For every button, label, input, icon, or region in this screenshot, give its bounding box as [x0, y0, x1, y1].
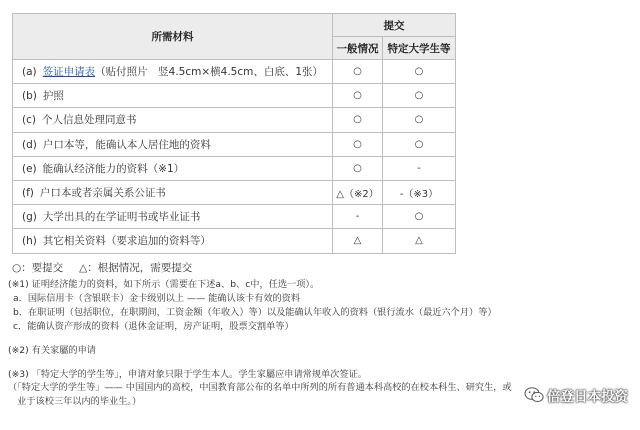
- special-mark: -（※3）: [383, 180, 456, 204]
- row-text: 能确认经济能力的资料（※1）: [42, 162, 185, 175]
- row-prefix: (f): [22, 187, 34, 200]
- note-3c: 业于该校三年以内的毕业生。）: [8, 396, 142, 408]
- general-mark: △: [333, 229, 383, 253]
- special-mark: ○: [383, 132, 456, 156]
- general-mark: △（※2）: [333, 180, 383, 204]
- special-mark: ○: [383, 108, 456, 132]
- general-mark: ○: [333, 132, 383, 156]
- table-row: [13, 229, 456, 253]
- row-text: 大学出具的在学证明书或毕业证书: [42, 211, 201, 224]
- row-text: 个人信息处理同意书: [41, 114, 137, 127]
- note-3: (※3) 「特定大学的学生等」，申请对象只限于学生本人。学生家屬应申请常规单次签证。: [8, 368, 367, 380]
- row-prefix: (e): [22, 162, 37, 175]
- header-special: 特定大学生等: [383, 37, 456, 60]
- row-text: 其它相关资料（要求追加的资料等）: [42, 235, 211, 248]
- special-mark: ○: [383, 60, 456, 84]
- table-row: [13, 180, 456, 204]
- table-row: [13, 60, 456, 84]
- table-row: [13, 205, 456, 229]
- material-cell: [13, 132, 333, 156]
- general-mark: -: [333, 205, 383, 229]
- table-row: [13, 108, 456, 132]
- note-1b: b．在职证明（包括职位，在职期间，工资金额（年收入）等）以及能确认年收入的资料（银行流水（最近六个月）等）: [13, 306, 497, 318]
- table-row: [13, 132, 456, 156]
- special-mark: △: [383, 229, 456, 253]
- material-cell: [13, 229, 333, 253]
- row-prefix: (d): [22, 138, 37, 151]
- special-mark: -: [383, 156, 456, 180]
- row-prefix: (b): [22, 90, 37, 103]
- header-submit: 提交: [333, 14, 456, 37]
- row-text: 户口本或者亲属关系公证书: [39, 187, 166, 200]
- general-mark: ○: [333, 84, 383, 108]
- note-1c: c．能确认资产形成的资料（退休金证明，房产证明，股票交割单等）: [13, 320, 294, 332]
- material-cell: [13, 60, 333, 84]
- material-cell: [13, 205, 333, 229]
- legend-required: ○：要提交: [12, 262, 64, 274]
- special-mark: ○: [383, 84, 456, 108]
- header-materials: 所需材料: [13, 14, 333, 60]
- note-3b: （「特定大学的学生等」—— 中国国内的高校，中国教育部公布的名单中所列的所有普通本科高校的在校本科生、研究生，或: [8, 382, 512, 394]
- table-row: [13, 84, 456, 108]
- wechat-icon: [524, 386, 544, 404]
- general-mark: ○: [333, 108, 383, 132]
- row-text: 护照: [42, 90, 64, 103]
- material-cell: [13, 180, 333, 204]
- row-text: 户口本等，能确认本人居住地的资料: [42, 138, 211, 151]
- visa-application-form-link[interactable]: 签证申请表: [42, 66, 96, 79]
- row-prefix: (c): [22, 114, 36, 127]
- legend: [12, 260, 192, 275]
- note-2: (※2) 有关家屬的申请: [8, 344, 96, 356]
- watermark: [524, 385, 628, 405]
- general-mark: ○: [333, 60, 383, 84]
- note-1: (※1) 证明经济能力的资料，如下所示（需要在下述a、b、c中，任选一项）。: [8, 279, 320, 290]
- header-general: 一般情况: [333, 37, 383, 60]
- material-cell: [13, 156, 333, 180]
- material-cell: [13, 108, 333, 132]
- general-mark: ○: [333, 156, 383, 180]
- footnotes: [8, 278, 512, 409]
- special-mark: ○: [383, 205, 456, 229]
- legend-conditional: △：根据情况，需要提交: [79, 262, 193, 274]
- table-row: [13, 156, 456, 180]
- watermark-text: 倍登日本投资: [547, 389, 628, 405]
- row-prefix: (h): [22, 235, 37, 248]
- material-cell: [13, 84, 333, 108]
- materials-table: [12, 13, 456, 254]
- row-text: （贴付照片 竖4.5cm×横4.5cm、白底、1张）: [95, 66, 324, 79]
- row-prefix: (g): [22, 211, 37, 224]
- note-1a: a．国际信用卡（含银联卡）金卡级别以上 —— 能确认该卡有效的资料: [13, 292, 301, 304]
- row-prefix: (a): [22, 66, 37, 79]
